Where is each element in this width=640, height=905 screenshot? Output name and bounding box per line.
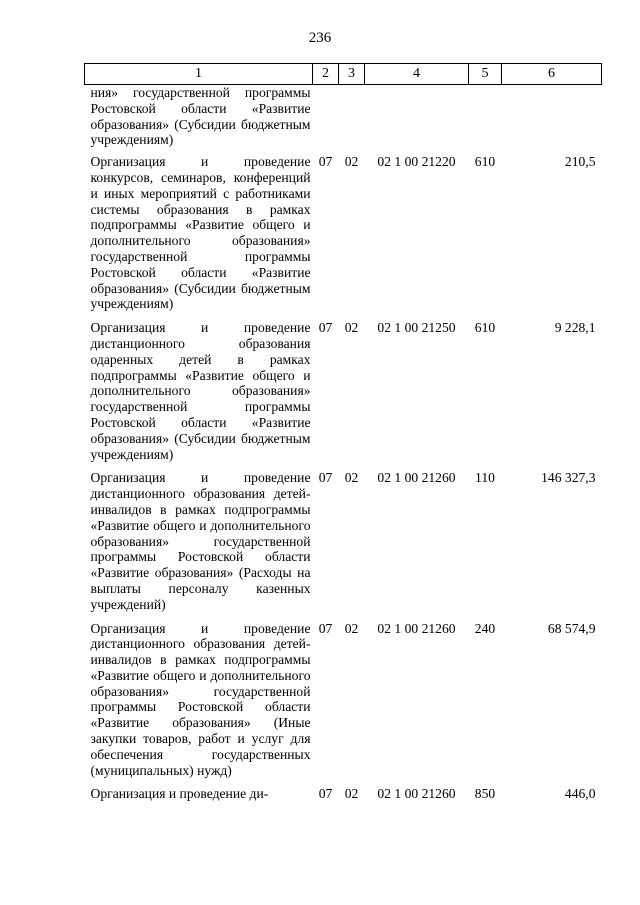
row-target-article: 02 1 00 21260: [377, 786, 456, 802]
row-subsection: 02: [344, 470, 359, 486]
table-row: [85, 154, 602, 320]
row-section: 07: [318, 786, 333, 802]
description-text: Организация и проведение дистанционного образования детей-инвалидов в рамках подпрограммы «Развитие общего и дополнительного образования» государственной программы Ростовской области «Развитие образования» (Иные закупки товаров, работ и услуг для обеспечения государственных (муниципальных) нужд): [90, 620, 311, 778]
row-target-article: 02 1 00 21260: [377, 470, 456, 486]
row-subsection: 02: [344, 154, 359, 170]
row-description: [85, 154, 313, 320]
row-subsection: 02: [344, 786, 359, 802]
column-header-5: 5: [469, 64, 502, 85]
column-header-4: 4: [365, 64, 469, 85]
row-expense-type: 110: [475, 470, 495, 486]
row-description: [85, 621, 313, 787]
row-expense-type: 610: [474, 320, 496, 336]
row-description: [85, 470, 313, 620]
description-text: Организация и проведение дистанционного образования одаренных детей в рамках подпрограммы «Развитие общего и дополнительного образования» государственной программы Ростовской области «Развитие образования» (Субсидии бюджетным учреждениям): [90, 320, 311, 462]
table-row: [85, 786, 602, 810]
row-description: [85, 85, 313, 155]
row-section: [313, 85, 339, 155]
column-header-1: 1: [85, 64, 313, 85]
table-row: [85, 320, 602, 470]
page-number: 236: [308, 30, 332, 46]
row-amount: 9 228,1: [554, 320, 596, 336]
description-text: Организация и проведение ди-: [90, 786, 269, 802]
row-target-article: 02 1 00 21220: [377, 154, 456, 170]
row-amount: 446,0: [564, 786, 596, 802]
table-header-row: [85, 64, 602, 85]
row-section: 07: [318, 320, 333, 336]
column-header-2: 2: [313, 64, 339, 85]
row-description: [85, 320, 313, 470]
row-subsection: [339, 85, 365, 155]
row-section: 07: [318, 470, 333, 486]
row-description: [85, 786, 313, 810]
row-target-article: [365, 85, 469, 155]
description-text: Организация и проведение конкурсов, семинаров, конференций и иных мероприятий с работниками системы образования в рамках подпрограммы «Развитие общего и дополнительного образования» государственной программы Ростовской области «Развитие образования» (Субсидии бюджетным учреждениям): [90, 154, 311, 312]
row-expense-type: 850: [474, 786, 496, 802]
row-expense-type: [469, 85, 502, 155]
row-target-article: 02 1 00 21250: [377, 320, 456, 336]
row-amount: 210,5: [564, 154, 596, 170]
row-subsection: 02: [344, 320, 359, 336]
row-amount: 146 327,3: [541, 470, 596, 486]
row-section: 07: [318, 620, 333, 636]
row-section: 07: [318, 154, 333, 170]
row-amount: 68 574,9: [547, 620, 596, 636]
table-row: [85, 85, 602, 155]
table-row: [85, 470, 602, 620]
column-header-6: 6: [502, 64, 602, 85]
column-header-3: 3: [339, 64, 365, 85]
row-expense-type: 240: [474, 620, 496, 636]
table-row: [85, 621, 602, 787]
row-expense-type: 610: [474, 154, 496, 170]
description-text: Организация и проведение дистанционного образования детей-инвалидов в рамках подпрограммы «Развитие общего и дополнительного образования» государственной программы Ростовской области «Развитие образования» (Расходы на выплаты персоналу казенных учреждений): [90, 470, 311, 612]
budget-table: [84, 63, 602, 810]
row-amount: [502, 85, 602, 155]
row-subsection: 02: [344, 620, 359, 636]
row-target-article: 02 1 00 21260: [377, 620, 456, 636]
description-text: ния» государственной программы Ростовской области «Развитие образования» (Субсидии бюджетным учреждениям): [90, 85, 311, 148]
